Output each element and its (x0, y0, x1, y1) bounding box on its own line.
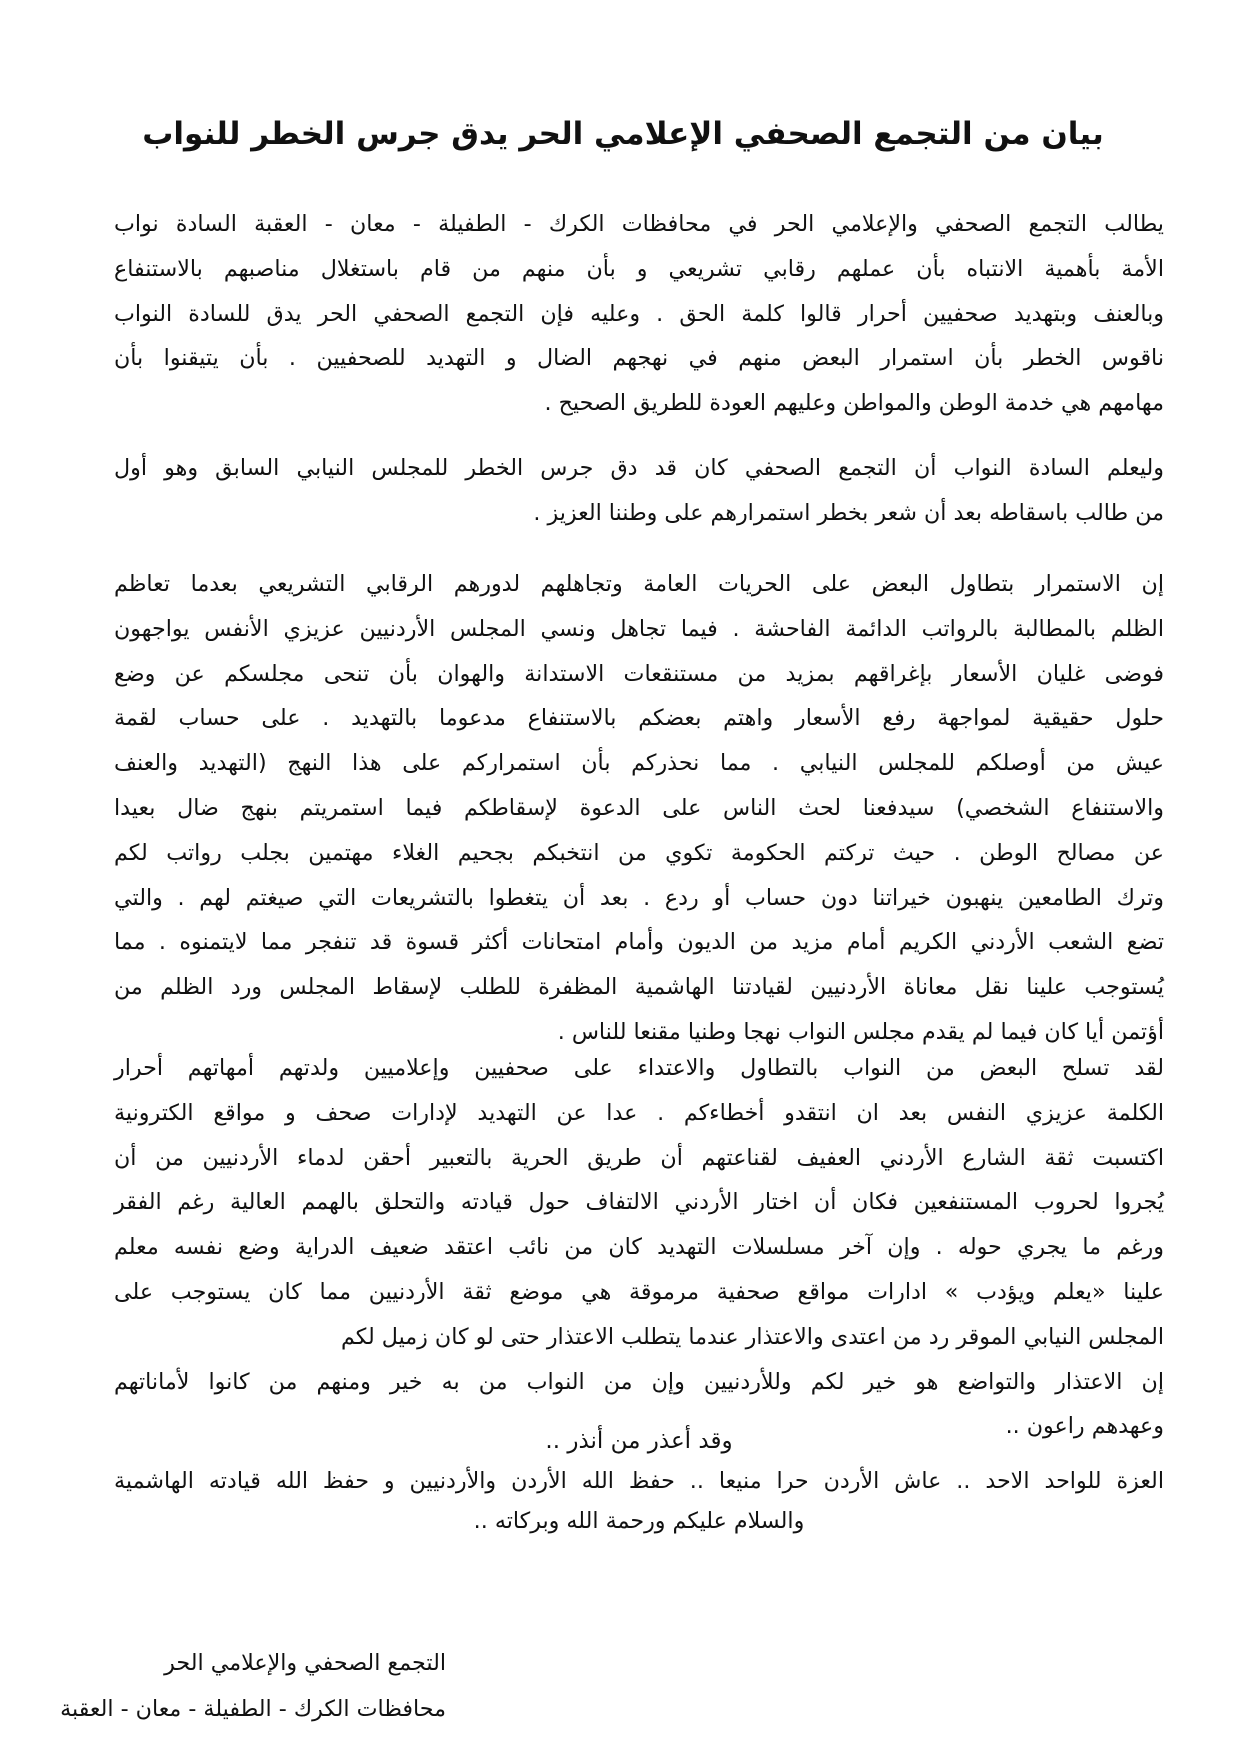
paragraph-4-line: المجلس النيابي الموقر رد من اعتدى والاعتذار عندما يتطلب الاعتذار حتى لو كان زميل لكم (340, 1323, 1164, 1350)
paragraph-3-line: حلول حقيقية لمواجهة رفع الأسعار واهتم بعضكم بالاستنفاع مدعوما بالتهديد . على حساب لقمة (114, 705, 1164, 732)
paragraph-3-line: إن الاستمرار بتطاول البعض على الحريات العامة وتجاهلهم لدورهم الرقابي التشريعي بعدما تعاظم (114, 571, 1164, 597)
paragraph-1-line: وبالعنف وبتهديد صحفيين أحرار قالوا كلمة الحق . وعليه فإن التجمع الصحفي الحر يدق للسادة النواب (114, 300, 1164, 327)
paragraph-4-line: الكلمة عزيزي النفس بعد ان انتقدو أخطاءكم . عدا عن التهديد لإدارات صحف و مواقع الكترونية (114, 1099, 1164, 1126)
paragraph-4-line: وعهدهم راعون .. (1005, 1413, 1164, 1440)
paragraph-3-line: أؤتمن أيا كان فيما لم يقدم مجلس النواب نهجا وطنيا مقنعا للناس . (557, 1018, 1164, 1045)
paragraph-3 (114, 562, 1164, 1055)
paragraph-3-line: يُستوجب علينا نقل معاناة الأردنيين لقيادتنا الهاشمية المظفرة للطلب لإسقاط المجلس ورد الظلم من (114, 974, 1164, 1001)
paragraph-1-line: مهامهم هي خدمة الوطن والمواطن وعليهم العودة للطريق الصحيح . (544, 390, 1164, 417)
closing-line-warning: وقد أعذر من أنذر .. (545, 1428, 733, 1454)
paragraph-1-line: الأمة بأهمية الانتباه بأن عملهم رقابي تشريعي و بأن منهم من قام باستغلال مناصبهم بالاستنفاع (114, 255, 1164, 282)
paragraph-3-line: وترك الطامعين ينهبون خيراتنا دون حساب أو ردع . بعد أن يتغطوا بالتشريعات التي صيغتم لهم . والتي (114, 884, 1164, 911)
document-title: بيان من التجمع الصحفي الإعلامي الحر يدق جرس الخطر للنواب (142, 116, 1104, 152)
paragraph-3-line: والاستنفاع الشخصي) سيدفعنا لحث الناس على الدعوة لإسقاطكم فيما استمريتم بنهج ضال بعيدا (114, 794, 1164, 821)
paragraph-4 (114, 1046, 1164, 1449)
paragraph-2-line: وليعلم السادة النواب أن التجمع الصحفي كان قد دق جرس الخطر للمجلس النيابي السابق وهو أول (114, 455, 1164, 481)
document-page: بيان من التجمع الصحفي الإعلامي الحر يدق جرس الخطر للنواب يطالب التجمع الصحفي والإعلامي الحر في محافظات الكرك - الطفيلة - معان - العقبة السادة نواب الأمة بأهمية الانتباه بأن عملهم رقابي تشريعي و بأن منهم من قام باستغلال مناصبهم بالاستنفاع وبالعنف وبتهديد صحفيين أحرار قالوا كلمة الحق . وعليه فإن التجمع الصحفي الحر يدق للسادة النواب ناقوس الخطر بأن استمرار البعض منهم في نهجهم الضال و التهديد للصحفيين . بأن يتيقنوا بأن مهامهم هي خدمة الوطن والمواطن وعليهم العودة للطريق الصحيح . وليعلم السادة النواب أن التجمع الصحفي كان قد دق جرس الخطر للمجلس النيابي السابق وهو أول من طالب باسقاطه بعد أن شعر بخطر استمرارهم على وطننا العزيز . إن الاستمرار بتطاول البعض على الحريات العامة وتجاهلهم لدورهم الرقابي التشريعي بعدما تعاظم الظلم بالمطالبة بالرواتب الدائمة الفاحشة . فيما تجاهل ونسي المجلس الأردنيين عزيزي الأنفس يواجهون فوضى غليان الأسعار بإغراقهم بمزيد من مستنقعات الاستدانة والهوان بأن تنحى مجلسكم عن وضع حلول حقيقية لمواجهة رفع الأسعار واهتم بعضكم بالاستنفاع مدعوما بالتهديد . على حساب لقمة عيش من أوصلكم للمجلس النيابي . مما نحذركم بأن استمراركم على هذا النهج (التهديد والعنف والاستنفاع الشخصي) سيدفعنا لحث الناس على الدعوة لإسقاطكم فيما استمريتم بنهج ضال بعيدا عن مصالح الوطن . حيث تركتم الحكومة تكوي من انتخبكم بجحيم الغلاء مهتمين بجلب رواتب لكم وترك الطامعين ينهبون خيراتنا دون حساب أو ردع . بعد أن يتغطوا بالتشريعات التي صيغتم لهم . والتي تضع الشعب الأردني الكريم أمام مزيد من الديون وأمام امتحانات أكثر قسوة قد تنفجر مما لايتمنوه . مما يُستوجب علينا نقل معاناة الأردنيين لقيادتنا الهاشمية المظفرة للطلب لإسقاط المجلس ورد الظلم من أؤتمن أيا كان فيما لم يقدم مجلس النواب نهجا وطنيا مقنعا للناس . لقد تسلح البعض من النواب بالتطاول والاعتداء على صحفيين وإعلاميين ولدتهم أمهاتهم أحرار الكلمة عزيزي النفس بعد ان انتقدو أخطاءكم . عدا عن التهديد لإدارات صحف و مواقع الكترونية اكتسبت ثقة الشارع الأردني العفيف لقناعتهم أن طريق الحرية بالتعبير أحقن لدماء الأردنيين من أن يُجروا لحروب المستنفعين فكان أن اختار الأردني الالتفاف حول قيادته والتحلق بالهمم العالية رغم الفقر ورغم ما يجري حوله . وإن آخر مسلسلات التهديد كان من نائب اعتقد ضعيف الدراية وضع نفسه معلم علينا «يعلم ويؤدب » ادارات مواقع صحفية مرموقة هي موضع ثقة الأردنيين مما كان يستوجب على المجلس النيابي الموقر رد من اعتدى والاعتذار عندما يتطلب الاعتذار حتى لو كان زميل لكم إن الاعتذار والتواضع هو خير لكم وللأردنيين وإن من النواب من به خير ومنهم من كانوا لأماناتهم وعهدهم راعون .. وقد أعذر من أنذر .. العزة للواحد الاحد .. عاش الأردن حرا منيعا .. حفظ الله الأردن والأردنيين و حفظ الله قيادته الهاشمية والسلام عليكم ورحمة الله وبركاته .. التجمع الصحفي والإعلامي الحر محافظات الكرك - الطفيلة - معان - العقبة (0, 0, 1246, 1756)
closing-line-salutation: والسلام عليكم ورحمة الله وبركاته .. (473, 1508, 805, 1534)
paragraph-4-line: لقد تسلح البعض من النواب بالتطاول والاعتداء على صحفيين وإعلاميين ولدتهم أمهاتهم أحرار (114, 1055, 1164, 1081)
paragraph-2 (114, 446, 1164, 536)
paragraph-1-line: ناقوس الخطر بأن استمرار البعض منهم في نهجهم الضال و التهديد للصحفيين . بأن يتيقنوا بأن (114, 345, 1164, 372)
paragraph-4-line: إن الاعتذار والتواضع هو خير لكم وللأردنيين وإن من النواب من به خير ومنهم من كانوا لأماناتهم (114, 1368, 1164, 1395)
paragraph-3-line: عيش من أوصلكم للمجلس النيابي . مما نحذركم بأن استمراركم على هذا النهج (التهديد والعنف (114, 750, 1164, 777)
paragraph-2-line: من طالب باسقاطه بعد أن شعر بخطر استمرارهم على وطننا العزيز . (533, 499, 1164, 526)
paragraph-4-line: يُجروا لحروب المستنفعين فكان أن اختار الأردني الالتفاف حول قيادته والتحلق بالهمم العالية رغم الفقر (114, 1189, 1164, 1216)
paragraph-1 (114, 202, 1164, 426)
paragraph-1-line: يطالب التجمع الصحفي والإعلامي الحر في محافظات الكرك - الطفيلة - معان - العقبة السادة نواب (114, 211, 1164, 237)
paragraph-3-line: الظلم بالمطالبة بالرواتب الدائمة الفاحشة . فيما تجاهل ونسي المجلس الأردنيين عزيزي الأنفس يواجهون (114, 615, 1164, 642)
paragraph-4-line: ورغم ما يجري حوله . وإن آخر مسلسلات التهديد كان من نائب اعتقد ضعيف الدراية وضع نفسه معلم (114, 1234, 1164, 1261)
paragraph-3-line: عن مصالح الوطن . حيث تركتم الحكومة تكوي من انتخبكم بجحيم الغلاء مهتمين بجلب رواتب لكم (114, 839, 1164, 866)
closing-line-glory (114, 1462, 1164, 1500)
paragraph-4-line: اكتسبت ثقة الشارع الأردني العفيف لقناعتهم أن طريق الحرية بالتعبير أحقن لدماء الأردنيين من أن (114, 1144, 1164, 1171)
closing-glory-text: العزة للواحد الاحد .. عاش الأردن حرا منيعا .. حفظ الله الأردن والأردنيين و حفظ الله قيادته الهاشمية (114, 1468, 1164, 1494)
paragraph-3-line: فوضى غليان الأسعار بإغراقهم بمزيد من مستنقعات الاستدانة والهوان بأن تنحى مجلسكم عن وضع (114, 660, 1164, 687)
paragraph-3-line: تضع الشعب الأردني الكريم أمام مزيد من الديون وأمام امتحانات أكثر قسوة قد تنفجر مما لايتمنوه . مما (114, 929, 1164, 956)
paragraph-4-line: علينا «يعلم ويؤدب » ادارات مواقع صحفية مرموقة هي موضع ثقة الأردنيين مما كان يستوجب على (114, 1278, 1164, 1305)
